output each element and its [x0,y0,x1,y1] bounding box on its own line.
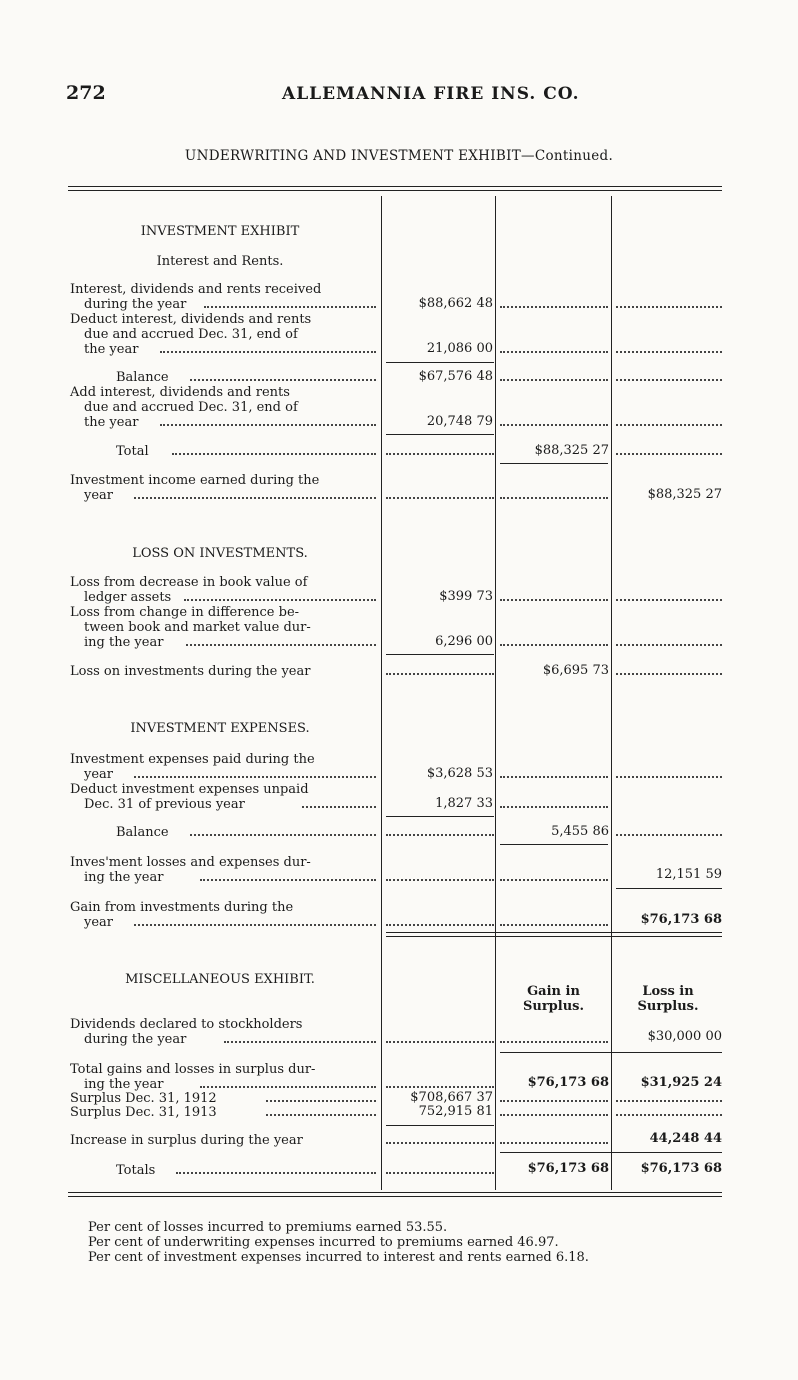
book-value-label-1: Loss from decrease in book value of [70,575,308,590]
leader-dots [386,834,494,836]
market-value-label-2: tween book and market value dur- [84,620,311,635]
bottom-rule-2 [68,1196,722,1197]
deduct-due-value: 21,086 00 [426,341,493,356]
leader-dots [266,1114,376,1116]
leader-dots [616,599,722,601]
sum-rule [500,1152,722,1153]
deduct-due-label-3: the year [84,342,139,357]
totals-loss-value: $76,173 68 [640,1161,722,1176]
leader-dots [500,497,608,499]
leader-dots [386,1172,494,1174]
top-rule [68,186,722,187]
leader-dots [616,1100,722,1102]
leader-dots [386,497,494,499]
total-value: $88,325 27 [534,443,609,458]
leader-dots [224,1041,376,1043]
interest-received-label-1: Interest, dividends and rents received [70,282,322,297]
gain-label-2: year [84,915,114,930]
leader-dots [616,424,722,426]
expenses-paid-label-1: Investment expenses paid during the [70,752,315,767]
page-number: 272 [66,82,106,104]
increase-surplus-label: Increase in surplus during the year [70,1133,303,1148]
footnote-underwriting: Per cent of underwriting expenses incurred to premiums earned 46.97. [88,1235,559,1250]
total-gains-losses-label-1: Total gains and losses in surplus dur- [70,1062,316,1077]
expenses-balance-label: Balance [116,825,169,840]
market-value-value: 6,296 00 [435,634,493,649]
leader-dots [500,379,608,381]
expenses-paid-label-2: year [84,767,114,782]
leader-dots [134,924,376,926]
leader-dots [386,879,494,881]
leader-dots [500,879,608,881]
leader-dots [500,776,608,778]
leader-dots [134,776,376,778]
gain-label-1: Gain from investments during the [70,900,294,915]
surplus-1912-label: Surplus Dec. 31, 1912 [70,1091,217,1106]
book-value-value: $399 73 [439,589,493,604]
bottom-rule [68,1192,722,1193]
miscellaneous-exhibit-heading: MISCELLANEOUS EXHIBIT. [125,972,315,987]
leader-dots [500,1100,608,1102]
column-divider-2 [495,196,496,1190]
top-rule-2 [68,190,722,191]
leader-dots [500,351,608,353]
footnote-losses: Per cent of losses incurred to premiums earned 53.55. [88,1220,448,1235]
leader-dots [616,453,722,455]
sum-rule [386,362,494,363]
expenses-paid-value: $3,628 53 [426,766,493,781]
leader-dots [386,453,494,455]
dividends-label-2: during the year [84,1032,187,1047]
sum-rule [386,434,494,435]
deduct-unpaid-label-1: Deduct investment expenses unpaid [70,782,309,797]
add-due-value: 20,748 79 [426,414,493,429]
leader-dots [500,424,608,426]
leader-dots [500,306,608,308]
investment-exhibit-heading: INVESTMENT EXHIBIT [140,224,300,239]
balance-value: $67,576 48 [418,369,493,384]
loss-total-value: $6,695 73 [542,663,609,678]
deduct-unpaid-label-2: Dec. 31 of previous year [84,797,245,812]
income-earned-value: $88,325 27 [647,487,722,502]
leader-dots [616,644,722,646]
running-head: ALLEMANNIA FIRE INS. CO. [282,84,580,104]
deduct-unpaid-value: 1,827 33 [435,796,493,811]
leader-dots [616,673,722,675]
totals-gain-value: $76,173 68 [527,1161,609,1176]
leader-dots [500,599,608,601]
leader-dots [160,424,376,426]
gain-in-surplus-header-2: Surplus. [522,999,584,1014]
leader-dots [500,1142,608,1144]
loss-total-label: Loss on investments during the year [70,664,311,679]
column-divider-3 [611,196,612,1190]
dividends-label-1: Dividends declared to stockholders [70,1017,303,1032]
leader-dots [500,1041,608,1043]
leader-dots [500,1114,608,1116]
interest-and-rents-subheading: Interest and Rents. [156,254,284,269]
footnote-investment: Per cent of investment expenses incurred to interest and rents earned 6.18. [88,1250,589,1265]
losses-expenses-label-1: Inves'ment losses and expenses dur- [70,855,311,870]
balance-label: Balance [116,370,169,385]
leader-dots [616,1114,722,1116]
leader-dots [616,379,722,381]
total-gains-losses-label-2: ing the year [84,1077,164,1092]
leader-dots [160,351,376,353]
totals-label: Totals [116,1163,156,1178]
income-earned-label-1: Investment income earned during the [70,473,320,488]
surplus-1912-value: $708,667 37 [410,1090,493,1105]
exhibit-title: UNDERWRITING AND INVESTMENT EXHIBIT—Continued. [184,148,614,164]
leader-dots [500,924,608,926]
total-gains-value: $76,173 68 [527,1075,609,1090]
leader-dots [190,379,376,381]
sum-rule [500,463,608,464]
sum-rule [500,844,608,845]
total-label: Total [116,444,149,459]
interest-received-value: $88,662 48 [418,296,493,311]
market-value-label-3: ing the year [84,635,164,650]
dividends-loss-value: $30,000 00 [647,1029,722,1044]
section-rule-2 [386,936,722,937]
book-value-label-2: ledger assets [84,590,172,605]
leader-dots [616,834,722,836]
add-due-label-2: due and accrued Dec. 31, end of [84,400,298,415]
leader-dots [386,1086,494,1088]
income-earned-label-2: year [84,488,114,503]
increase-surplus-value: 44,248 44 [649,1131,722,1146]
gain-value: $76,173 68 [640,912,722,927]
interest-received-label-2: during the year [84,297,187,312]
deduct-due-label-2: due and accrued Dec. 31, end of [84,327,298,342]
leader-dots [500,806,608,808]
leader-dots [176,1172,376,1174]
leader-dots [616,351,722,353]
leader-dots [172,453,376,455]
sum-rule [386,1125,494,1126]
investment-expenses-heading: INVESTMENT EXPENSES. [130,721,310,736]
leader-dots [386,924,494,926]
loss-in-surplus-header-2: Surplus. [637,999,699,1014]
surplus-1913-label: Surplus Dec. 31, 1913 [70,1105,217,1120]
sum-rule [386,654,494,655]
losses-expenses-label-2: ing the year [84,870,164,885]
surplus-1913-value: 752,915 81 [418,1104,493,1119]
add-due-label-3: the year [84,415,139,430]
total-losses-value: $31,925 24 [640,1075,722,1090]
market-value-label-1: Loss from change in difference be- [70,605,300,620]
sum-rule [386,816,494,817]
loss-on-investments-heading: LOSS ON INVESTMENTS. [132,546,308,561]
losses-expenses-value: 12,151 59 [655,867,722,882]
leader-dots [386,673,494,675]
section-rule [386,932,722,933]
leader-dots [200,879,376,881]
leader-dots [184,599,376,601]
leader-dots [616,306,722,308]
leader-dots [200,1086,376,1088]
sum-rule [616,888,722,889]
loss-in-surplus-header-1: Loss in [642,984,694,999]
leader-dots [186,644,376,646]
leader-dots [386,1142,494,1144]
leader-dots [302,806,376,808]
leader-dots [134,497,376,499]
gain-in-surplus-header-1: Gain in [527,984,580,999]
leader-dots [500,644,608,646]
leader-dots [204,306,376,308]
deduct-due-label-1: Deduct interest, dividends and rents [70,312,312,327]
leader-dots [266,1100,376,1102]
sum-rule [500,1052,722,1053]
add-due-label-1: Add interest, dividends and rents [70,385,290,400]
leader-dots [616,776,722,778]
leader-dots [190,834,376,836]
leader-dots [386,1041,494,1043]
expenses-balance-value: 5,455 86 [551,824,609,839]
